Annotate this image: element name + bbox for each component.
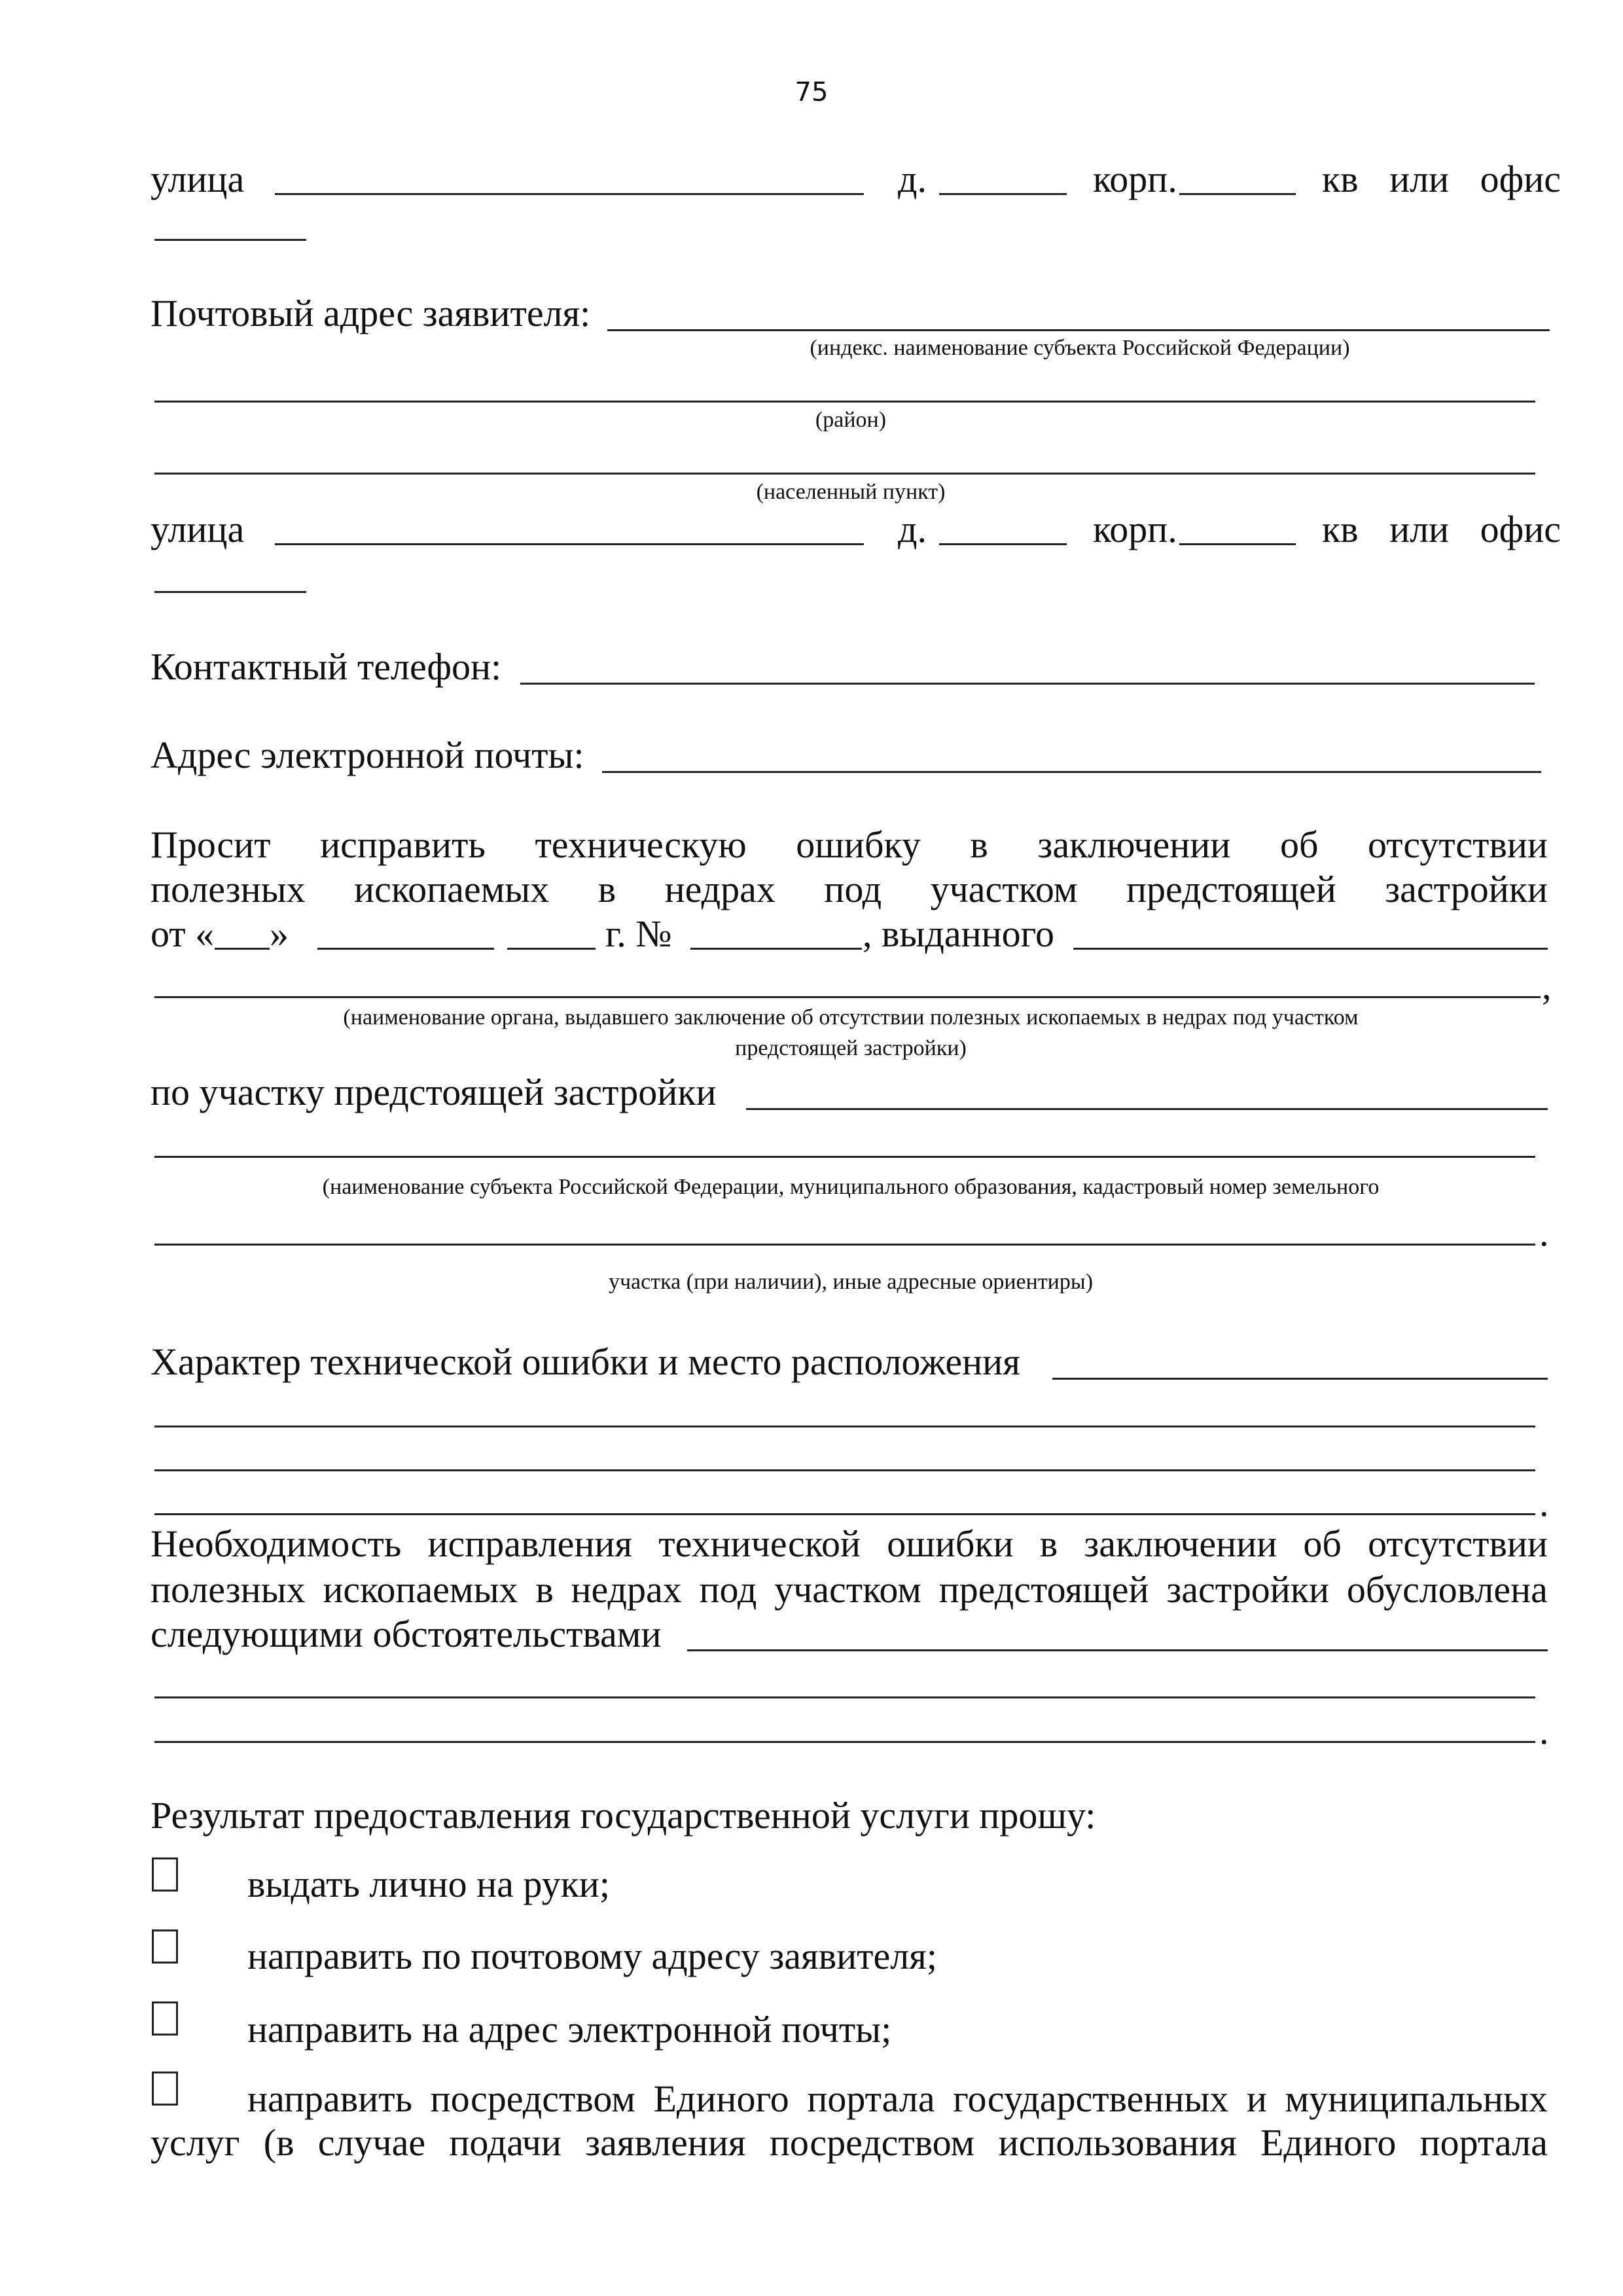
error-field-2[interactable]: [154, 1426, 1535, 1427]
plot-hint-2: участка (при наличии), иные адресные ориентиры): [608, 1270, 1094, 1294]
necessity-field-1[interactable]: [687, 1649, 1548, 1651]
necessity-line-2: полезных ископаемых в недрах под участком предстоящей застройки обусловлена: [151, 1568, 1548, 1611]
korp-field[interactable]: [1179, 193, 1296, 195]
necessity-line-3: следующими обстоятельствами: [151, 1613, 662, 1655]
year-number-label: г. №: [605, 912, 672, 955]
office-label: кв или офис: [1322, 158, 1561, 200]
postal-korp-label: корп.: [1093, 508, 1177, 550]
postal-region-field[interactable]: [607, 329, 1550, 331]
request-line-2: полезных ископаемых в недрах под участком предстоящей застройки: [151, 868, 1548, 910]
email-field[interactable]: [602, 771, 1541, 773]
checkbox-by-portal[interactable]: [152, 2072, 178, 2106]
checkbox-in-person[interactable]: [152, 1857, 178, 1892]
korp-label: корп.: [1093, 158, 1177, 200]
period-2: .: [1539, 1482, 1549, 1524]
postal-office-field[interactable]: [154, 591, 306, 593]
postal-korp-field[interactable]: [1179, 543, 1296, 545]
postal-locality-hint: (населенный пункт): [756, 480, 946, 504]
error-field-4[interactable]: [154, 1513, 1535, 1515]
email-label: Адрес электронной почты:: [151, 734, 584, 776]
phone-label: Контактный телефон:: [151, 645, 502, 688]
postal-district-hint: (район): [815, 408, 887, 432]
year-field[interactable]: [507, 948, 596, 950]
period-3: .: [1539, 1710, 1549, 1752]
plot-field-2[interactable]: [154, 1156, 1535, 1158]
postal-house-label: д.: [898, 508, 927, 550]
checkbox-by-email[interactable]: [152, 2001, 178, 2036]
organ-hint-2: предстоящей застройки): [735, 1036, 967, 1060]
postal-street-field[interactable]: [275, 543, 864, 545]
option-by-post: направить по почтовому адресу заявителя;: [247, 1935, 937, 1977]
postal-region-hint: (индекс. наименование субъекта Российской Федерации): [810, 336, 1350, 360]
option-by-portal-line-2: услуг (в случае подачи заявления посредством использования Единого портала: [151, 2121, 1548, 2164]
house-label: д.: [898, 158, 927, 200]
street-field[interactable]: [275, 193, 864, 195]
checkbox-by-post[interactable]: [152, 1929, 178, 1964]
error-label: Характер технической ошибки и место расположения: [151, 1340, 1020, 1383]
from-open-label: от «: [151, 912, 215, 955]
office-field[interactable]: [154, 239, 306, 241]
error-field-1[interactable]: [1052, 1378, 1548, 1380]
organ-hint-1: (наименование органа, выдавшего заключение об отсутствии полезных ископаемых в недрах под участком: [343, 1005, 1359, 1030]
from-close-label: »: [270, 912, 289, 955]
postal-street-label: улица: [151, 508, 245, 550]
request-line-1: Просит исправить техническую ошибку в заключении об отсутствии: [151, 823, 1548, 866]
period-1: .: [1539, 1211, 1549, 1254]
postal-district-field[interactable]: [154, 401, 1535, 403]
postal-house-field[interactable]: [939, 543, 1067, 545]
plot-hint-1: (наименование субъекта Российской Федерации, муниципального образования, кадастровый номер земельного: [322, 1175, 1380, 1199]
option-by-email: направить на адрес электронной почты;: [247, 2008, 892, 2051]
postal-office-label: кв или офис: [1322, 508, 1561, 550]
option-by-portal-line-1: направить посредством Единого портала государственных и муниципальных: [247, 2077, 1548, 2120]
street-label: улица: [151, 158, 245, 200]
plot-label: по участку предстоящей застройки: [151, 1071, 717, 1113]
plot-field-3[interactable]: [154, 1244, 1535, 1246]
plot-field[interactable]: [746, 1108, 1548, 1110]
phone-field[interactable]: [520, 683, 1535, 685]
necessity-field-2[interactable]: [154, 1696, 1535, 1698]
error-field-3[interactable]: [154, 1469, 1535, 1471]
comma: ,: [1542, 965, 1552, 1007]
necessity-line-1: Необходимость исправления технической ошибки в заключении об отсутствии: [151, 1522, 1548, 1565]
option-in-person: выдать лично на руки;: [247, 1863, 610, 1905]
house-field[interactable]: [939, 193, 1067, 195]
issued-by-field-2[interactable]: [154, 996, 1541, 998]
result-label: Результат предоставления государственной услуги прошу:: [151, 1794, 1096, 1837]
postal-address-label: Почтовый адрес заявителя:: [151, 292, 591, 334]
issued-label: , выданного: [863, 912, 1055, 955]
page-number: 75: [794, 77, 829, 107]
day-field[interactable]: [215, 948, 270, 950]
month-field[interactable]: [317, 948, 494, 950]
number-field[interactable]: [690, 948, 862, 950]
postal-locality-field[interactable]: [154, 473, 1535, 475]
issued-by-field[interactable]: [1073, 948, 1548, 950]
necessity-field-3[interactable]: [154, 1741, 1535, 1743]
